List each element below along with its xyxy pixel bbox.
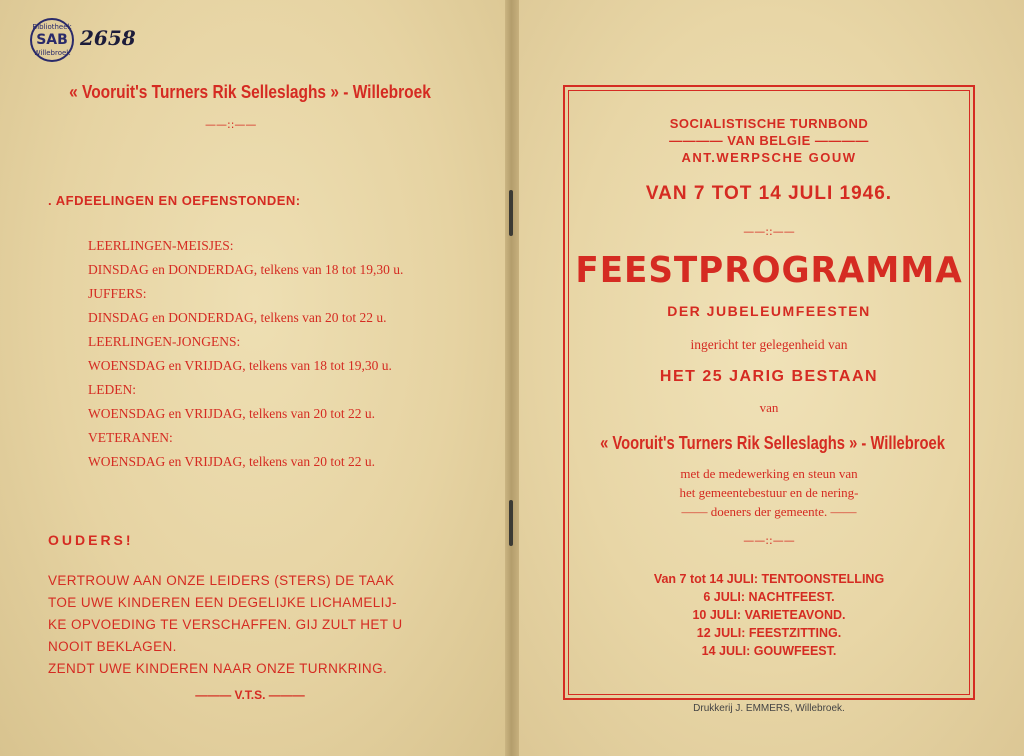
ouders-heading: OUDERS! bbox=[48, 532, 134, 548]
van-text: van bbox=[759, 400, 779, 415]
library-stamp bbox=[30, 18, 74, 62]
header-line-2: ———— VAN BELGIE ———— bbox=[669, 133, 869, 148]
ouders-line: NOOIT BEKLAGEN. bbox=[48, 639, 177, 654]
ouders-line: TOE UWE KINDEREN EEN DEGELIJKE LICHAMELIJ- bbox=[48, 595, 397, 610]
schedule-group: JUFFERS: bbox=[88, 286, 147, 301]
schedule-group: LEDEN: bbox=[88, 382, 136, 397]
ouders-line: VERTROUW AAN ONZE LEIDERS (STERS) DE TAAK bbox=[48, 573, 395, 588]
cooperation-line: —— doeners der gemeente. —— bbox=[681, 504, 857, 519]
ouders-line: ZENDT UWE KINDEREN NAAR ONZE TURNKRING. bbox=[48, 661, 388, 676]
ouders-text bbox=[48, 570, 468, 680]
vts-signature: ——— V.T.S. ——— bbox=[195, 688, 305, 702]
left-club-title: « Vooruit's Turners Rik Selleslaghs » - Willebroek bbox=[69, 82, 431, 102]
cooperation-line: het gemeentebestuur en de nering- bbox=[679, 485, 859, 500]
right-separator: ——::—— bbox=[743, 225, 795, 238]
training-schedule bbox=[88, 234, 403, 474]
stamp-top-text: Bibliotheek bbox=[32, 23, 72, 31]
header-line-3: ANT.WERPSCHE GOUW bbox=[681, 150, 857, 165]
section-heading: . AFDEELINGEN EN OEFENSTONDEN: bbox=[48, 193, 301, 208]
stamp-middle-text: SAB bbox=[36, 32, 68, 48]
right-club-title: « Vooruit's Turners Rik Selleslaghs » - Willebroek bbox=[600, 433, 945, 453]
staple-top bbox=[509, 190, 513, 236]
book-spine bbox=[505, 0, 519, 756]
header-line-1: SOCIALISTISCHE TURNBOND bbox=[669, 116, 869, 131]
event-item: 6 JULI: NACHTFEEST. bbox=[703, 590, 835, 604]
schedule-times: WOENSDAG en VRIJDAG, telkens van 18 tot 19,30 u. bbox=[88, 358, 392, 373]
event-item: 14 JULI: GOUWFEEST. bbox=[701, 644, 837, 658]
event-item: Van 7 tot 14 JULI: TENTOONSTELLING bbox=[653, 572, 885, 586]
schedule-times: DINSDAG en DONDERDAG, telkens van 18 tot 19,30 u. bbox=[88, 262, 404, 277]
handwritten-number: 2658 bbox=[80, 26, 136, 50]
printer-credit: Drukkerij J. EMMERS, Willebroek. bbox=[693, 703, 845, 714]
festival-dates: VAN 7 TOT 14 JULI 1946. bbox=[645, 183, 893, 204]
schedule-group: VETERANEN: bbox=[88, 430, 173, 445]
right-separator-2: ——::—— bbox=[743, 534, 795, 547]
schedule-group: LEERLINGEN-JONGENS: bbox=[88, 334, 241, 349]
schedule-times: DINSDAG en DONDERDAG, telkens van 20 tot 22 u. bbox=[88, 310, 387, 325]
staple-bottom bbox=[509, 500, 513, 546]
ouders-line: KE OPVOEDING TE VERSCHAFFEN. GIJ ZULT HET U bbox=[48, 617, 403, 632]
schedule-times: WOENSDAG en VRIJDAG, telkens van 20 tot 22 u. bbox=[88, 406, 375, 421]
event-item: 10 JULI: VARIETEAVOND. bbox=[692, 608, 846, 622]
cooperation-line: met de medewerking en steun van bbox=[680, 466, 858, 481]
stamp-bottom-text: Willebroek bbox=[33, 49, 71, 57]
main-title: FEESTPROGRAMMA bbox=[575, 250, 963, 291]
event-list bbox=[563, 570, 975, 660]
schedule-times: WOENSDAG en VRIJDAG, telkens van 20 tot 22 u. bbox=[88, 454, 375, 469]
occasion-text: ingericht ter gelegenheid van bbox=[690, 337, 848, 352]
anniversary-text: HET 25 JARIG BESTAAN bbox=[659, 368, 879, 385]
schedule-group: LEERLINGEN-MEISJES: bbox=[88, 238, 234, 253]
left-separator: ——::—— bbox=[205, 118, 257, 131]
event-item: 12 JULI: FEESTZITTING. bbox=[696, 626, 842, 640]
subtitle: DER JUBELEUMFEESTEN bbox=[667, 303, 871, 319]
